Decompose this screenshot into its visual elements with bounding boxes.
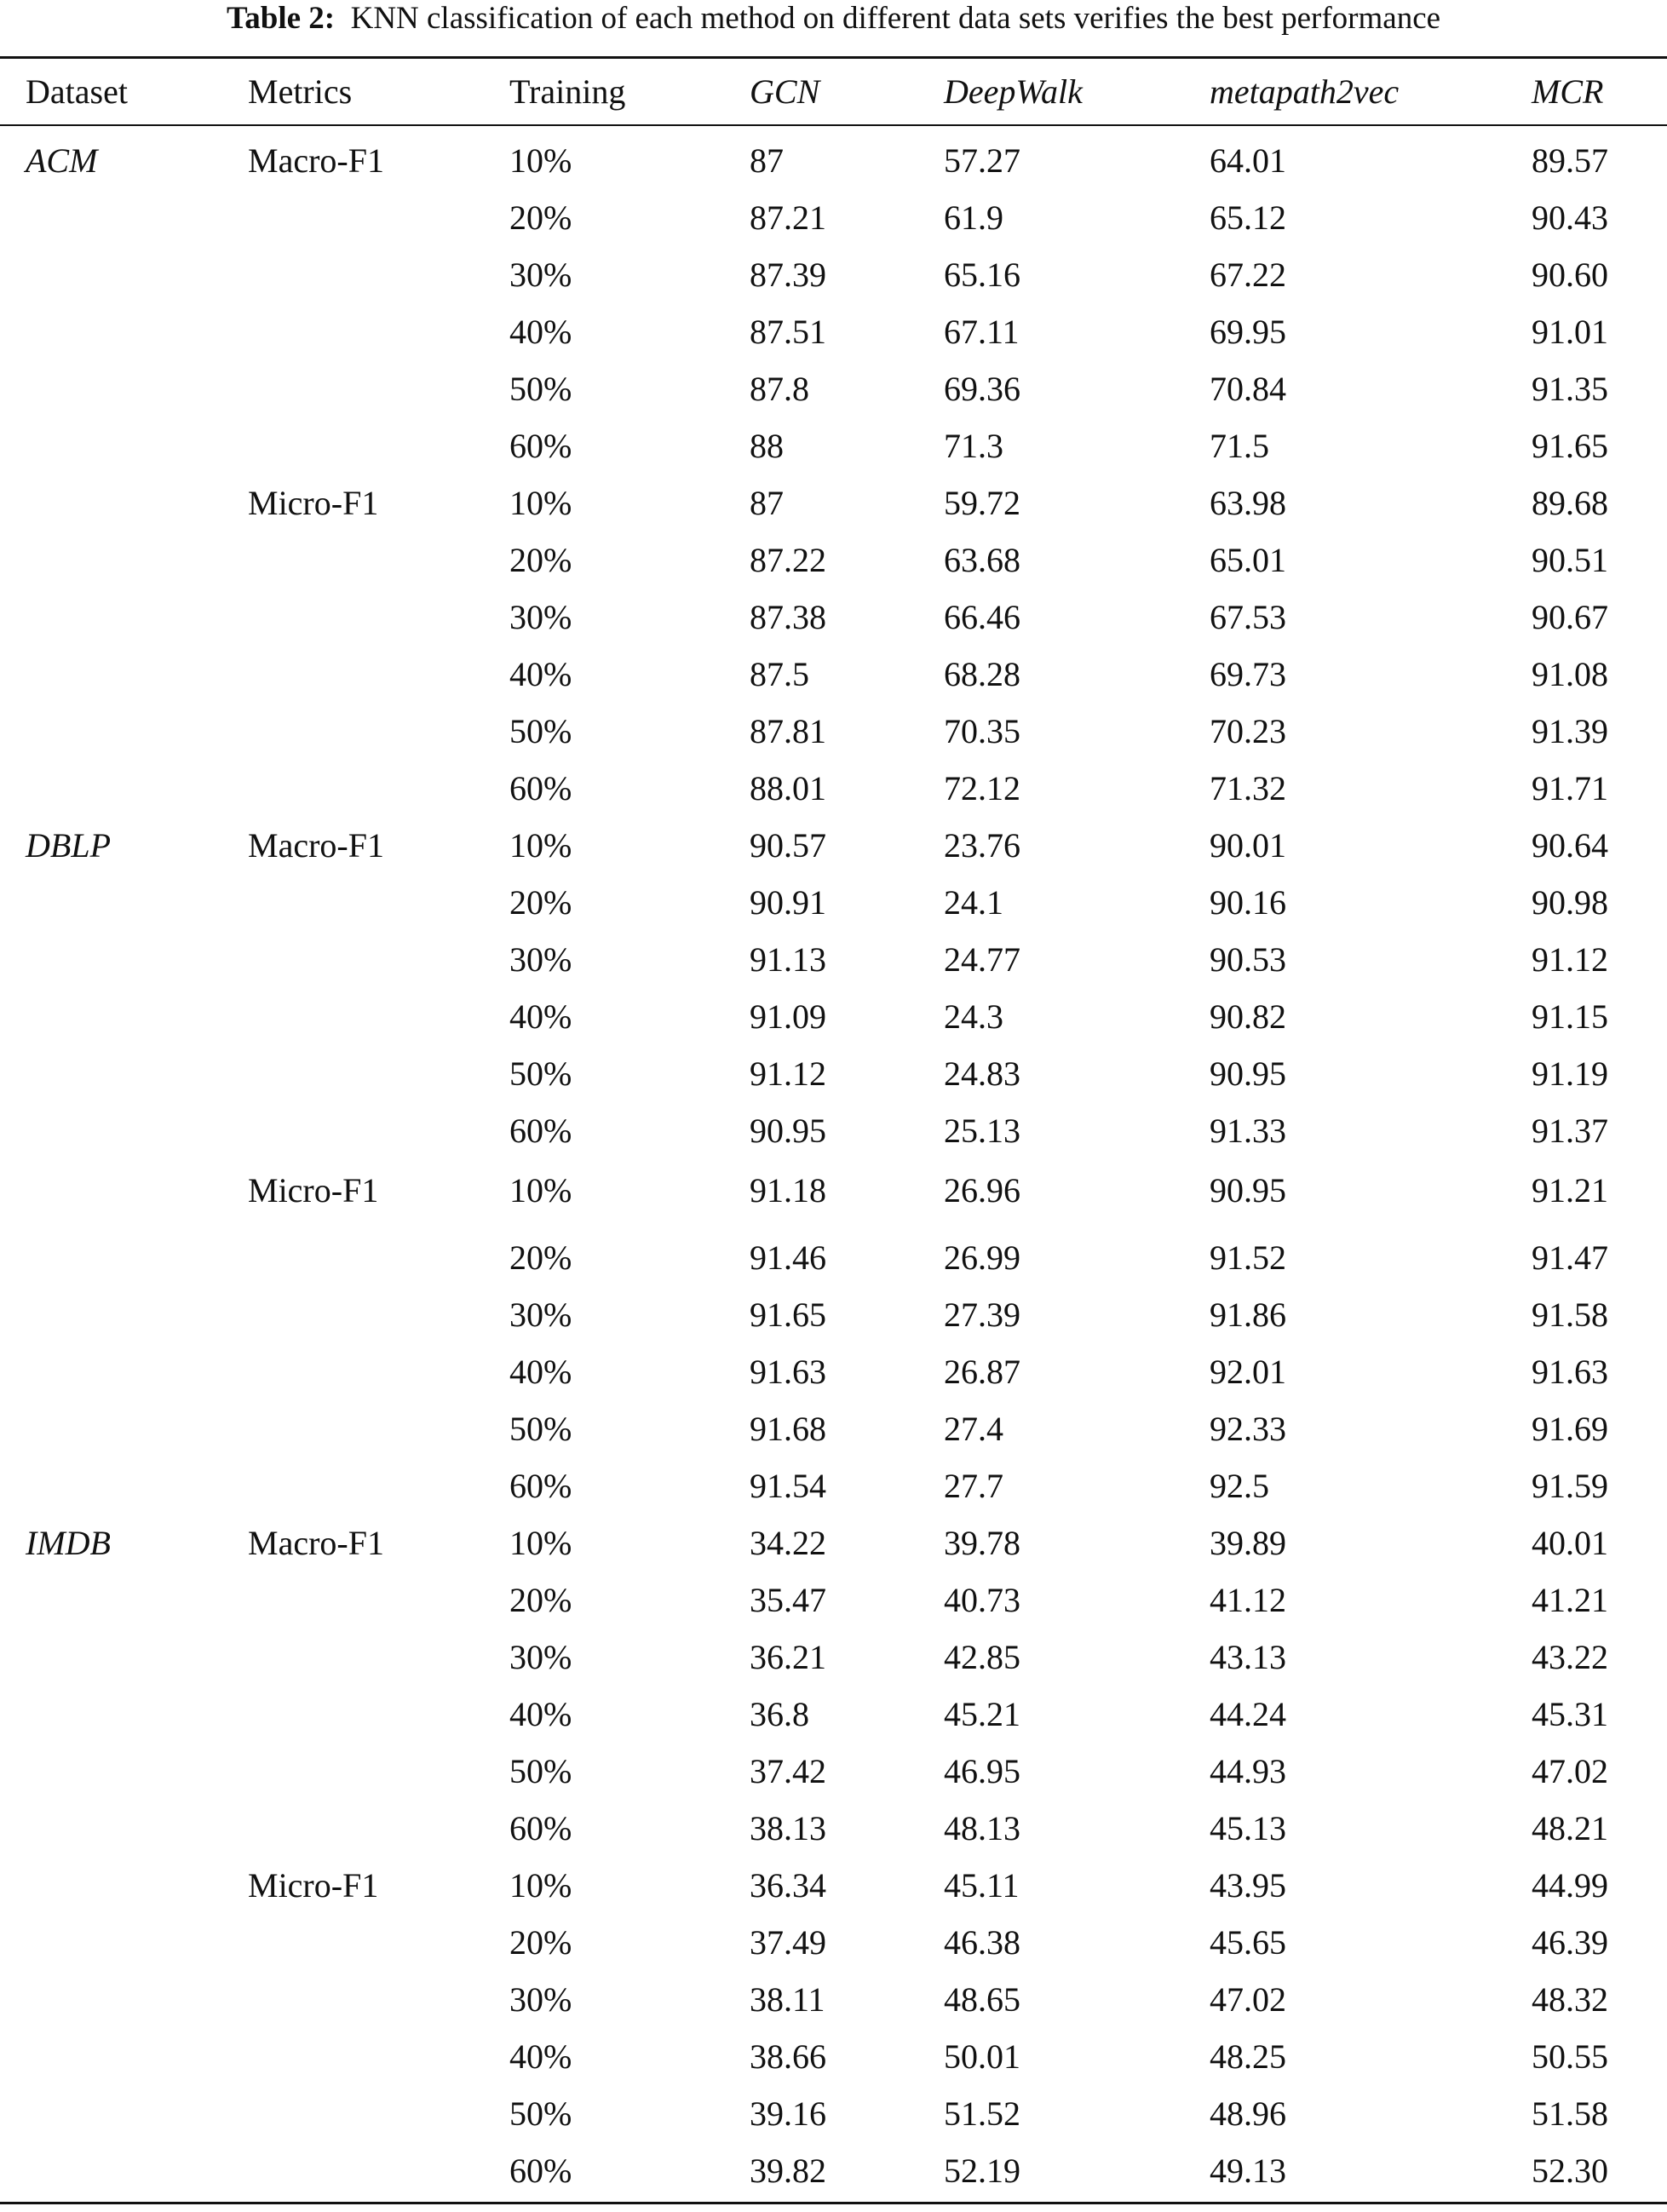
mcr-cell: 89.68: [1532, 484, 1608, 522]
gcn-cell: 36.21: [750, 1638, 826, 1676]
training-cell: 20%: [509, 883, 572, 922]
training-cell: 40%: [509, 655, 572, 693]
metapath2vec-cell: 41.12: [1210, 1581, 1286, 1619]
metric-cell: Macro-F1: [248, 826, 384, 865]
deepwalk-cell: 66.46: [944, 598, 1020, 636]
training-cell: 30%: [509, 1980, 572, 2019]
mcr-cell: 48.21: [1532, 1809, 1608, 1847]
gcn-cell: 91.68: [750, 1410, 826, 1448]
mcr-cell: 45.31: [1532, 1695, 1608, 1733]
metapath2vec-cell: 45.65: [1210, 1923, 1286, 1962]
gcn-cell: 87.81: [750, 712, 826, 750]
deepwalk-cell: 26.99: [944, 1238, 1020, 1277]
metapath2vec-cell: 45.13: [1210, 1809, 1286, 1847]
training-cell: 50%: [509, 370, 572, 408]
training-cell: 60%: [509, 769, 572, 807]
training-cell: 10%: [509, 484, 572, 522]
gcn-cell: 88: [750, 427, 784, 465]
header-metapath2vec: metapath2vec: [1210, 72, 1400, 111]
deepwalk-cell: 42.85: [944, 1638, 1020, 1676]
deepwalk-cell: 26.96: [944, 1171, 1020, 1209]
gcn-cell: 36.34: [750, 1866, 826, 1905]
mcr-cell: 91.69: [1532, 1410, 1608, 1448]
top-rule: [0, 56, 1667, 59]
gcn-cell: 87.5: [750, 655, 809, 693]
metric-cell: Micro-F1: [248, 1171, 379, 1209]
gcn-cell: 35.47: [750, 1581, 826, 1619]
gcn-cell: 91.18: [750, 1171, 826, 1209]
gcn-cell: 88.01: [750, 769, 826, 807]
training-cell: 30%: [509, 940, 572, 979]
gcn-cell: 38.13: [750, 1809, 826, 1847]
training-cell: 50%: [509, 2094, 572, 2133]
gcn-cell: 37.49: [750, 1923, 826, 1962]
training-cell: 60%: [509, 2152, 572, 2190]
metric-cell: Macro-F1: [248, 1524, 384, 1562]
deepwalk-cell: 45.21: [944, 1695, 1020, 1733]
gcn-cell: 91.54: [750, 1467, 826, 1505]
mcr-cell: 90.67: [1532, 598, 1608, 636]
mcr-cell: 91.15: [1532, 997, 1608, 1036]
mcr-cell: 51.58: [1532, 2094, 1608, 2133]
deepwalk-cell: 50.01: [944, 2037, 1020, 2076]
deepwalk-cell: 27.4: [944, 1410, 1003, 1448]
deepwalk-cell: 65.16: [944, 256, 1020, 294]
gcn-cell: 87.39: [750, 256, 826, 294]
training-cell: 20%: [509, 541, 572, 579]
mcr-cell: 52.30: [1532, 2152, 1608, 2190]
mcr-cell: 91.35: [1532, 370, 1608, 408]
mcr-cell: 90.64: [1532, 826, 1608, 865]
mcr-cell: 41.21: [1532, 1581, 1608, 1619]
deepwalk-cell: 24.77: [944, 940, 1020, 979]
mcr-cell: 91.37: [1532, 1112, 1608, 1150]
metapath2vec-cell: 92.33: [1210, 1410, 1286, 1448]
metapath2vec-cell: 48.96: [1210, 2094, 1286, 2133]
training-cell: 40%: [509, 1695, 572, 1733]
metapath2vec-cell: 92.5: [1210, 1467, 1269, 1505]
gcn-cell: 91.46: [750, 1238, 826, 1277]
gcn-cell: 90.91: [750, 883, 826, 922]
metapath2vec-cell: 65.01: [1210, 541, 1286, 579]
metapath2vec-cell: 71.32: [1210, 769, 1286, 807]
training-cell: 10%: [509, 141, 572, 180]
training-cell: 10%: [509, 1524, 572, 1562]
gcn-cell: 87.8: [750, 370, 809, 408]
deepwalk-cell: 46.95: [944, 1752, 1020, 1790]
metapath2vec-cell: 44.93: [1210, 1752, 1286, 1790]
deepwalk-cell: 63.68: [944, 541, 1020, 579]
caption-text: KNN classification of each method on different data sets verifies the best performance: [350, 1, 1441, 36]
training-cell: 60%: [509, 1809, 572, 1847]
mcr-cell: 91.63: [1532, 1353, 1608, 1391]
mcr-cell: 46.39: [1532, 1923, 1608, 1962]
deepwalk-cell: 51.52: [944, 2094, 1020, 2133]
gcn-cell: 87.51: [750, 313, 826, 351]
gcn-cell: 91.12: [750, 1054, 826, 1093]
deepwalk-cell: 71.3: [944, 427, 1003, 465]
gcn-cell: 87.22: [750, 541, 826, 579]
training-cell: 30%: [509, 598, 572, 636]
mcr-cell: 91.01: [1532, 313, 1608, 351]
mcr-cell: 43.22: [1532, 1638, 1608, 1676]
metapath2vec-cell: 91.86: [1210, 1296, 1286, 1334]
deepwalk-cell: 24.83: [944, 1054, 1020, 1093]
metapath2vec-cell: 39.89: [1210, 1524, 1286, 1562]
dataset-cell: IMDB: [26, 1524, 111, 1562]
gcn-cell: 34.22: [750, 1524, 826, 1562]
training-cell: 50%: [509, 1410, 572, 1448]
training-cell: 50%: [509, 1752, 572, 1790]
metapath2vec-cell: 43.95: [1210, 1866, 1286, 1905]
mcr-cell: 47.02: [1532, 1752, 1608, 1790]
deepwalk-cell: 23.76: [944, 826, 1020, 865]
metapath2vec-cell: 91.33: [1210, 1112, 1286, 1150]
gcn-cell: 91.63: [750, 1353, 826, 1391]
deepwalk-cell: 45.11: [944, 1866, 1020, 1905]
header-rule: [0, 124, 1667, 126]
deepwalk-cell: 48.13: [944, 1809, 1020, 1847]
training-cell: 50%: [509, 1054, 572, 1093]
deepwalk-cell: 24.1: [944, 883, 1003, 922]
metapath2vec-cell: 90.01: [1210, 826, 1286, 865]
training-cell: 30%: [509, 1638, 572, 1676]
header-deepwalk: DeepWalk: [944, 72, 1083, 111]
mcr-cell: 91.59: [1532, 1467, 1608, 1505]
mcr-cell: 91.12: [1532, 940, 1608, 979]
metapath2vec-cell: 65.12: [1210, 198, 1286, 237]
metapath2vec-cell: 64.01: [1210, 141, 1286, 180]
training-cell: 60%: [509, 1467, 572, 1505]
training-cell: 10%: [509, 1171, 572, 1209]
training-cell: 40%: [509, 313, 572, 351]
mcr-cell: 90.60: [1532, 256, 1608, 294]
deepwalk-cell: 46.38: [944, 1923, 1020, 1962]
deepwalk-cell: 59.72: [944, 484, 1020, 522]
gcn-cell: 87: [750, 484, 784, 522]
table-caption: [0, 0, 1667, 37]
bottom-rule: [0, 2202, 1667, 2204]
gcn-cell: 87: [750, 141, 784, 180]
training-cell: 30%: [509, 1296, 572, 1334]
training-cell: 60%: [509, 1112, 572, 1150]
metric-cell: Micro-F1: [248, 484, 379, 522]
header-mcr: MCR: [1532, 72, 1604, 111]
metapath2vec-cell: 49.13: [1210, 2152, 1286, 2190]
metric-cell: Macro-F1: [248, 141, 384, 180]
training-cell: 40%: [509, 1353, 572, 1391]
mcr-cell: 48.32: [1532, 1980, 1608, 2019]
deepwalk-cell: 25.13: [944, 1112, 1020, 1150]
header-training: Training: [509, 72, 626, 111]
metapath2vec-cell: 90.95: [1210, 1054, 1286, 1093]
metapath2vec-cell: 67.22: [1210, 256, 1286, 294]
header-dataset: Dataset: [26, 72, 128, 111]
metapath2vec-cell: 67.53: [1210, 598, 1286, 636]
metapath2vec-cell: 44.24: [1210, 1695, 1286, 1733]
mcr-cell: 90.51: [1532, 541, 1608, 579]
deepwalk-cell: 27.7: [944, 1467, 1003, 1505]
deepwalk-cell: 72.12: [944, 769, 1020, 807]
gcn-cell: 90.57: [750, 826, 826, 865]
mcr-cell: 90.98: [1532, 883, 1608, 922]
deepwalk-cell: 68.28: [944, 655, 1020, 693]
mcr-cell: 91.71: [1532, 769, 1608, 807]
deepwalk-cell: 24.3: [944, 997, 1003, 1036]
deepwalk-cell: 27.39: [944, 1296, 1020, 1334]
training-cell: 50%: [509, 712, 572, 750]
metapath2vec-cell: 43.13: [1210, 1638, 1286, 1676]
mcr-cell: 90.43: [1532, 198, 1608, 237]
training-cell: 40%: [509, 997, 572, 1036]
header-gcn: GCN: [750, 72, 820, 111]
deepwalk-cell: 40.73: [944, 1581, 1020, 1619]
training-cell: 20%: [509, 1238, 572, 1277]
metapath2vec-cell: 70.84: [1210, 370, 1286, 408]
deepwalk-cell: 39.78: [944, 1524, 1020, 1562]
mcr-cell: 89.57: [1532, 141, 1608, 180]
gcn-cell: 87.38: [750, 598, 826, 636]
deepwalk-cell: 69.36: [944, 370, 1020, 408]
metapath2vec-cell: 48.25: [1210, 2037, 1286, 2076]
metapath2vec-cell: 90.53: [1210, 940, 1286, 979]
caption-label: Table 2:: [226, 1, 336, 36]
training-cell: 60%: [509, 427, 572, 465]
training-cell: 20%: [509, 1581, 572, 1619]
training-cell: 10%: [509, 1866, 572, 1905]
mcr-cell: 91.21: [1532, 1171, 1608, 1209]
gcn-cell: 90.95: [750, 1112, 826, 1150]
mcr-cell: 91.65: [1532, 427, 1608, 465]
deepwalk-cell: 67.11: [944, 313, 1020, 351]
deepwalk-cell: 26.87: [944, 1353, 1020, 1391]
metapath2vec-cell: 69.95: [1210, 313, 1286, 351]
metapath2vec-cell: 70.23: [1210, 712, 1286, 750]
metapath2vec-cell: 63.98: [1210, 484, 1286, 522]
metapath2vec-cell: 69.73: [1210, 655, 1286, 693]
header-metrics: Metrics: [248, 72, 353, 111]
gcn-cell: 91.09: [750, 997, 826, 1036]
mcr-cell: 44.99: [1532, 1866, 1608, 1905]
mcr-cell: 40.01: [1532, 1524, 1608, 1562]
metapath2vec-cell: 71.5: [1210, 427, 1269, 465]
metric-cell: Micro-F1: [248, 1866, 379, 1905]
deepwalk-cell: 57.27: [944, 141, 1020, 180]
deepwalk-cell: 52.19: [944, 2152, 1020, 2190]
training-cell: 10%: [509, 826, 572, 865]
dataset-cell: ACM: [26, 141, 98, 180]
gcn-cell: 36.8: [750, 1695, 809, 1733]
deepwalk-cell: 48.65: [944, 1980, 1020, 2019]
gcn-cell: 91.65: [750, 1296, 826, 1334]
training-cell: 40%: [509, 2037, 572, 2076]
metapath2vec-cell: 90.95: [1210, 1171, 1286, 1209]
dataset-cell: DBLP: [26, 826, 111, 865]
gcn-cell: 37.42: [750, 1752, 826, 1790]
gcn-cell: 39.16: [750, 2094, 826, 2133]
metapath2vec-cell: 47.02: [1210, 1980, 1286, 2019]
gcn-cell: 38.66: [750, 2037, 826, 2076]
training-cell: 20%: [509, 1923, 572, 1962]
metapath2vec-cell: 92.01: [1210, 1353, 1286, 1391]
mcr-cell: 91.39: [1532, 712, 1608, 750]
metapath2vec-cell: 90.16: [1210, 883, 1286, 922]
gcn-cell: 39.82: [750, 2152, 826, 2190]
deepwalk-cell: 61.9: [944, 198, 1003, 237]
metapath2vec-cell: 91.52: [1210, 1238, 1286, 1277]
mcr-cell: 91.08: [1532, 655, 1608, 693]
metapath2vec-cell: 90.82: [1210, 997, 1286, 1036]
mcr-cell: 91.19: [1532, 1054, 1608, 1093]
gcn-cell: 87.21: [750, 198, 826, 237]
deepwalk-cell: 70.35: [944, 712, 1020, 750]
mcr-cell: 91.58: [1532, 1296, 1608, 1334]
training-cell: 30%: [509, 256, 572, 294]
mcr-cell: 91.47: [1532, 1238, 1608, 1277]
gcn-cell: 38.11: [750, 1980, 825, 2019]
gcn-cell: 91.13: [750, 940, 826, 979]
training-cell: 20%: [509, 198, 572, 237]
mcr-cell: 50.55: [1532, 2037, 1608, 2076]
